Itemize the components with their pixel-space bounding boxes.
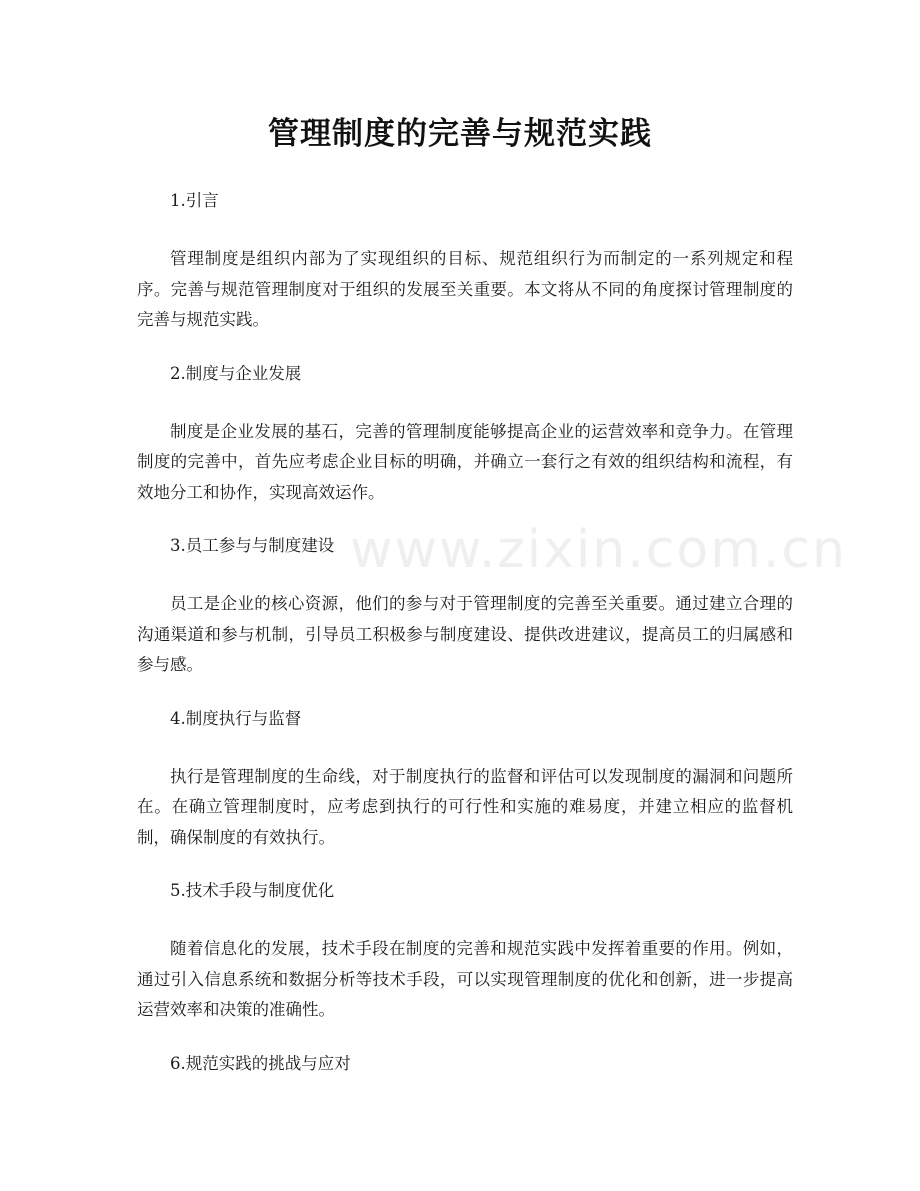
watermark: www.zixin.com.cn	[350, 520, 847, 580]
section-heading-intro: 1.引言	[170, 191, 219, 210]
section-heading-execution: 4.制度执行与监督	[170, 708, 302, 728]
section-paragraph-technology: 随着信息化的发展，技术手段在制度的完善和规范实践中发挥着重要的作用。例如，通过引入信息系统和数据分析等技术手段，可以实现管理制度的优化和创新，进一步提高运营效率和决策的准确性。	[137, 939, 793, 1019]
section-paragraph-execution: 执行是管理制度的生命线，对于制度执行的监督和评估可以发现制度的漏洞和问题所在。在确立管理制度时，应考虑到执行的可行性和实施的难易度，并建立相应的监督机制，确保制度的有效执行。	[137, 766, 793, 847]
section-paragraph-enterprise: 制度是企业发展的基石，完善的管理制度能够提高企业的运营效率和竞争力。在管理制度的完善中，首先应考虑企业目标的明确，并确立一套行之有效的组织结构和流程，有效地分工和协作，实现高效运作。	[137, 421, 793, 502]
section-heading-technology: 5.技术手段与制度优化	[170, 881, 335, 900]
section-heading-challenges: 6.规范实践的挑战与应对	[170, 1053, 351, 1073]
page-title: 管理制度的完善与规范实践	[268, 116, 652, 152]
section-heading-employee: 3.员工参与与制度建设	[170, 536, 335, 555]
document-body	[137, 186, 793, 1079]
section-heading-enterprise: 2.制度与企业发展	[170, 363, 302, 383]
section-paragraph-intro: 管理制度是组织内部为了实现组织的目标、规范组织行为而制定的一系列规定和程序。完善与规范管理制度对于组织的发展至关重要。本文将从不同的角度探讨管理制度的完善与规范实践。	[137, 249, 793, 329]
section-paragraph-employee: 员工是企业的核心资源，他们的参与对于管理制度的完善至关重要。通过建立合理的沟通渠道和参与机制，引导员工积极参与制度建设、提供改进建议，提高员工的归属感和参与感。	[137, 594, 793, 674]
